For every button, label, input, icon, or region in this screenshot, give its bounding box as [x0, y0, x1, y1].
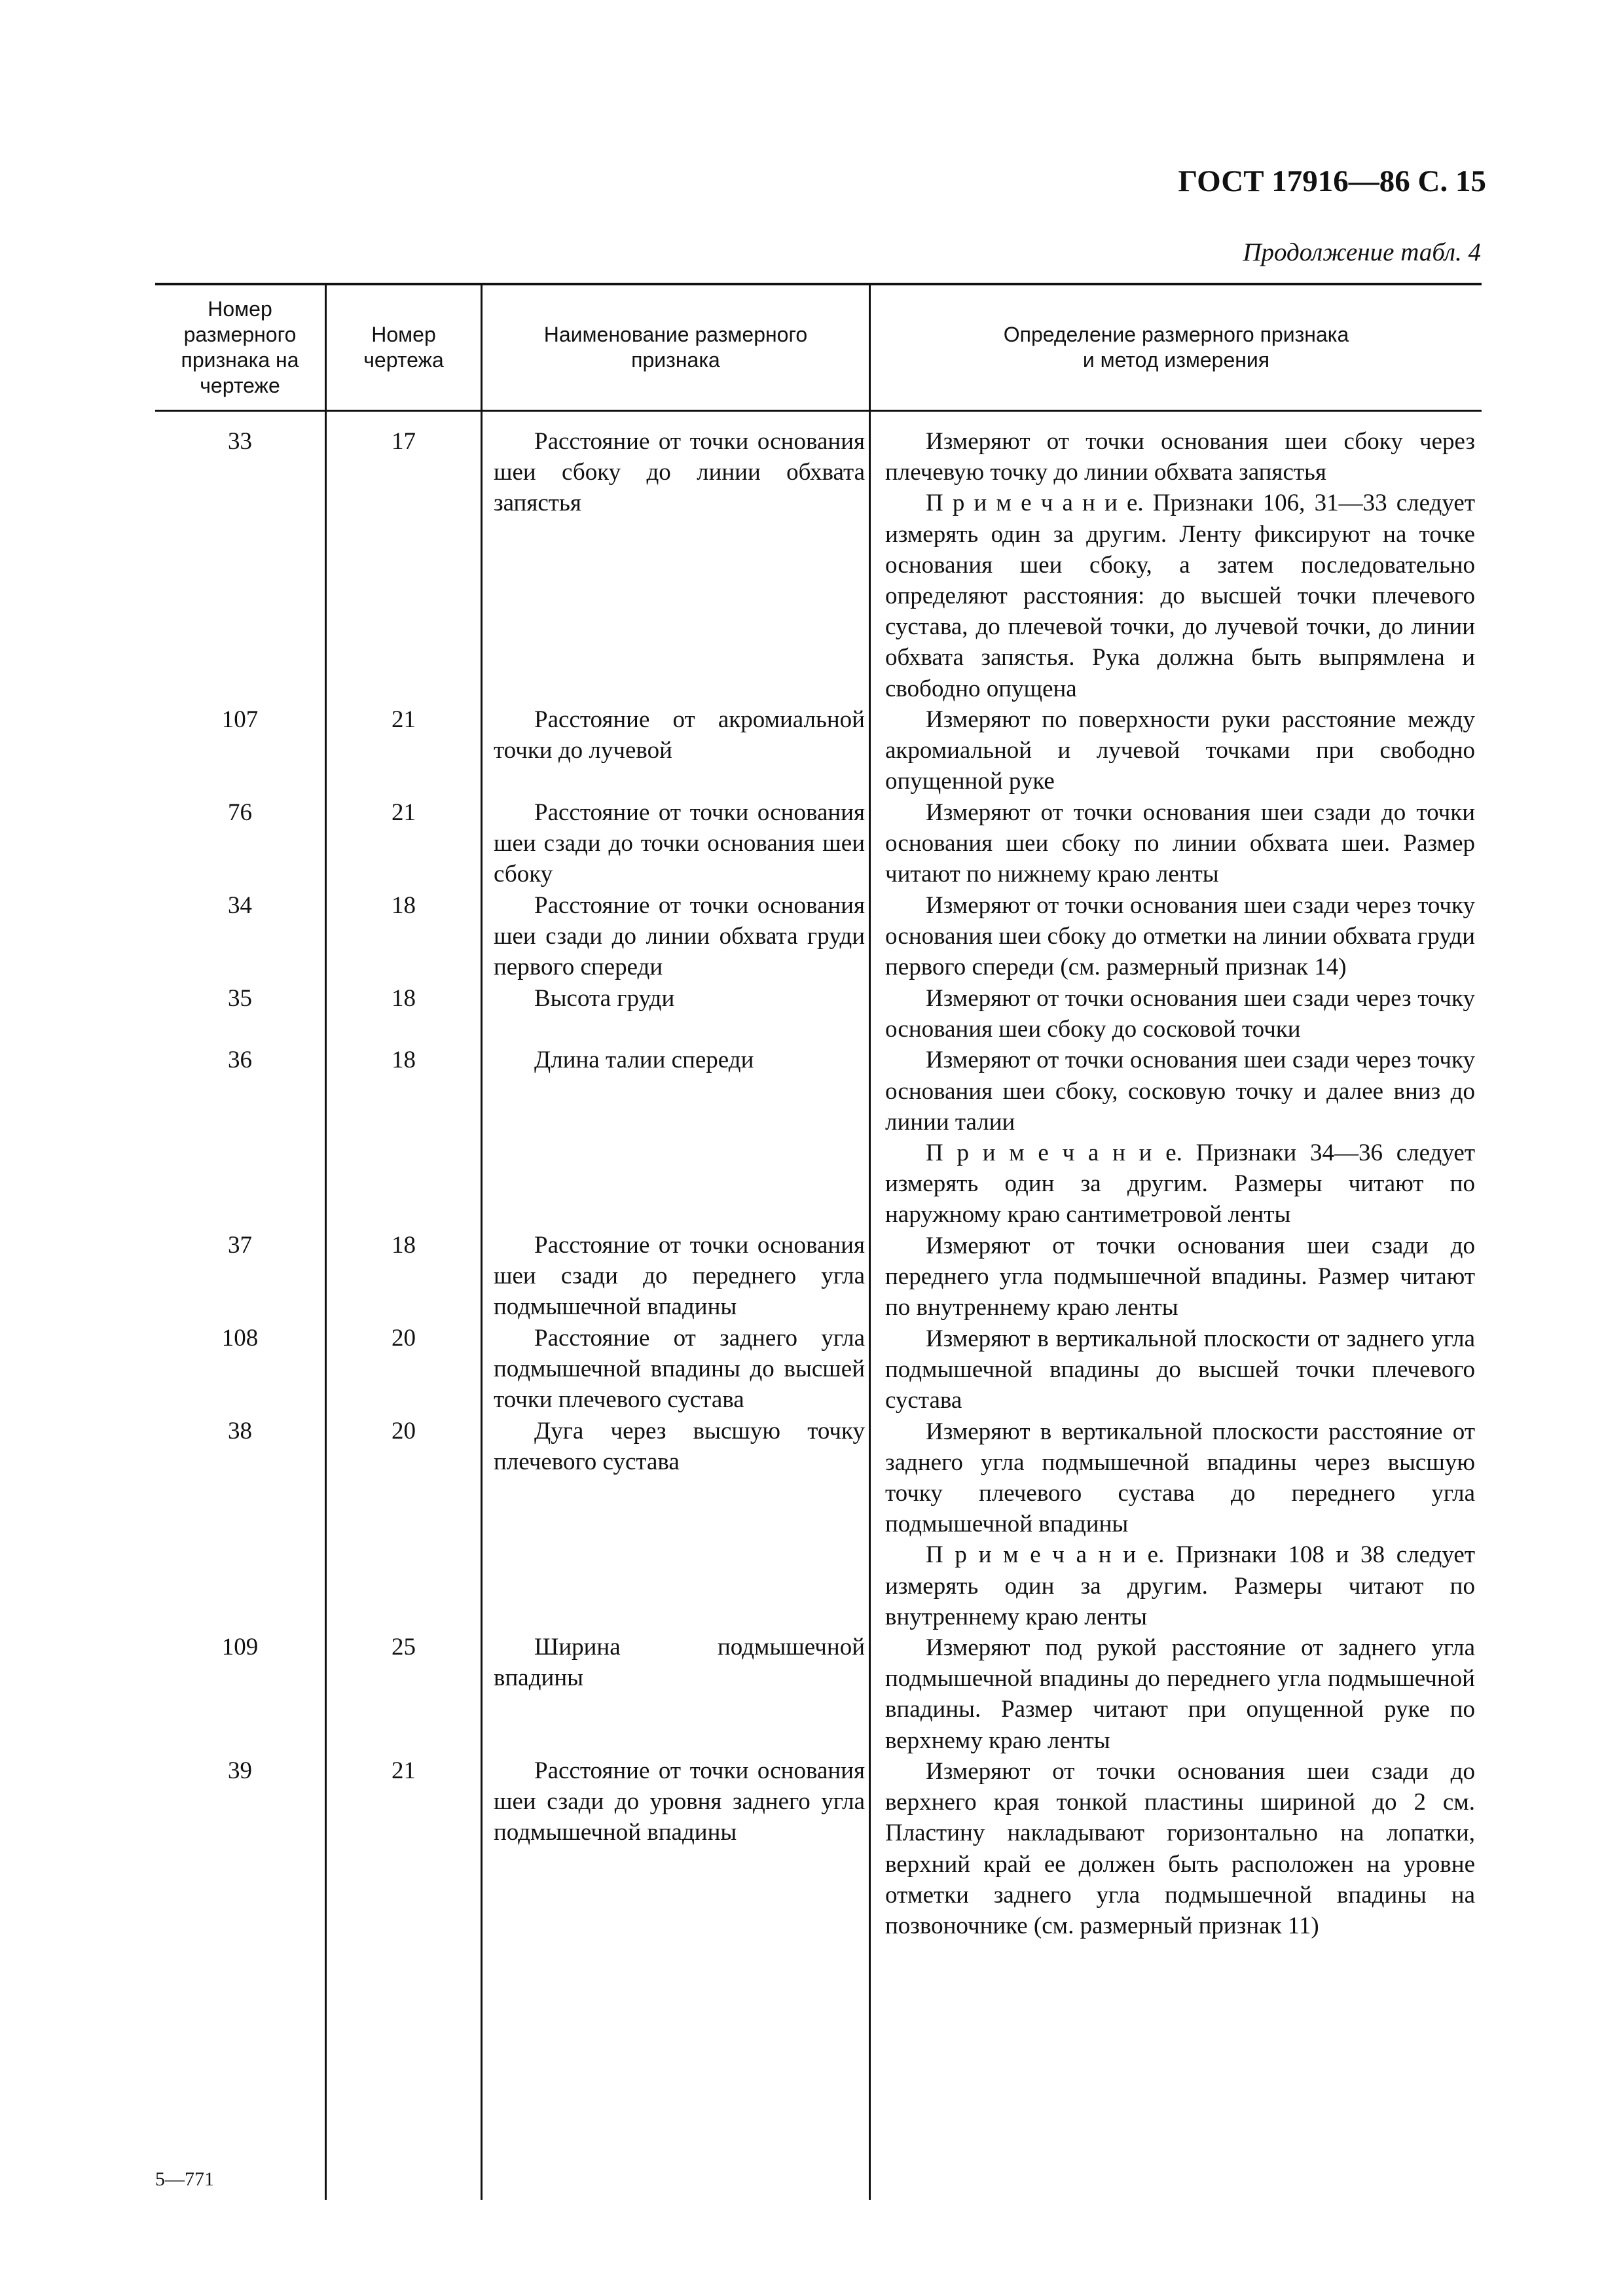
- row-sign-name: Расстояние от точки основания шеи сзади до точки основания шеи сбоку: [494, 799, 865, 888]
- measurement-table: [155, 283, 1482, 2200]
- row-sign-number: 35: [228, 985, 252, 1012]
- row-definition: [885, 1632, 1475, 1756]
- table-header: [155, 285, 1482, 412]
- row-definition: [885, 704, 1475, 797]
- row-sign-name: Ширина подмышечной впадины: [494, 1634, 865, 1692]
- row-sign-number: 109: [221, 1634, 259, 1660]
- header-sign-name: Наименование размерного признака: [481, 285, 869, 410]
- row-sign-number: 107: [221, 706, 259, 733]
- row-definition: [885, 426, 1475, 704]
- definition-paragraph: Измеряют от точки основания шеи сзади до переднего угла подмышечной впадины. Размер читают по внутреннему краю ленты: [885, 1232, 1475, 1321]
- row-sign-name: Расстояние от точки основания шеи сзади до переднего угла подмышечной впадины: [494, 1232, 865, 1321]
- row-sign-number: 36: [228, 1047, 252, 1073]
- row-sign-number: 39: [228, 1757, 252, 1784]
- row-sign-name: Расстояние от акромиальной точки до лучевой: [494, 706, 865, 764]
- table-continuation-label: Продолжение табл. 4: [1243, 238, 1481, 266]
- row-sign-name: Длина талии спереди: [534, 1047, 754, 1073]
- definition-paragraph: П р и м е ч а н и е. Признаки 106, 31—33 следует измерять один за другим. Ленту фиксируют на точке основания шеи сбоку, а затем последовательно определяют расстояния: до высшей точки плечевого сустава, до плечевой точки, до лучевой точки, до линии обхвата запястья. Рука должна быть выпрямлена и свободно опущена: [885, 490, 1475, 702]
- column-sign-names: [481, 412, 869, 2200]
- row-sign-name: Расстояние от точки основания шеи сзади до линии обхвата груди первого спереди: [494, 892, 865, 981]
- row-definition: [885, 1756, 1475, 1941]
- row-drawing-number: 18: [392, 1232, 416, 1259]
- row-sign-name: Высота груди: [534, 985, 675, 1012]
- header-drawing-number: Номер чертежа: [325, 285, 481, 410]
- definition-paragraph: Измеряют от точки основания шеи сзади через точку основания шеи сбоку до сосковой точки: [885, 985, 1475, 1043]
- definition-paragraph: П р и м е ч а н и е. Признаки 108 и 38 следует измерять один за другим. Размеры читают по внутреннему краю ленты: [885, 1541, 1475, 1630]
- definition-paragraph: Измеряют под рукой расстояние от заднего угла подмышечной впадины до переднего угла подмышечной впадины. Размер читают при опущенной руке по верхнему краю ленты: [885, 1634, 1475, 1754]
- definition-paragraph: Измеряют по поверхности руки расстояние между акромиальной и лучевой точками при свободно опущенной руке: [885, 706, 1475, 795]
- footer-code: 5—771: [155, 2168, 214, 2190]
- header-definition: Определение размерного признака и метод измерения: [869, 285, 1482, 410]
- definition-paragraph: Измеряют в вертикальной плоскости расстояние от заднего угла подмышечной впадины через высшую точку плечевого сустава до переднего угла подмышечной впадины: [885, 1418, 1475, 1538]
- page-header: ГОСТ 17916—86 С. 15: [1178, 164, 1486, 198]
- row-sign-name: Расстояние от точки основания шеи сбоку до линии обхвата запястья: [494, 428, 865, 517]
- row-definition: [885, 983, 1475, 1045]
- row-drawing-number: 18: [392, 892, 416, 919]
- row-sign-number: 76: [228, 799, 252, 826]
- definition-paragraph: П р и м е ч а н и е. Признаки 34—36 следует измерять один за другим. Размеры читают по наружному краю сантиметровой ленты: [885, 1139, 1475, 1229]
- row-drawing-number: 17: [392, 428, 416, 455]
- row-drawing-number: 25: [392, 1634, 416, 1660]
- row-definition: [885, 890, 1475, 983]
- row-sign-number: 34: [228, 892, 252, 919]
- definition-paragraph: Измеряют в вертикальной плоскости от заднего угла подмышечной впадины до высшей точки плечевого сустава: [885, 1325, 1475, 1414]
- row-definition: [885, 1416, 1475, 1632]
- row-drawing-number: 21: [392, 1757, 416, 1784]
- header-sign-number: Номер размерного признака на чертеже: [181, 297, 299, 397]
- row-drawing-number: 18: [392, 985, 416, 1012]
- row-drawing-number: 21: [392, 706, 416, 733]
- definition-paragraph: Измеряют от точки основания шеи сзади через точку основания шеи сбоку, сосковую точку и далее вниз до линии талии: [885, 1047, 1475, 1136]
- column-definitions: [869, 412, 1482, 2200]
- column-drawing-numbers: [325, 412, 481, 2200]
- column-sign-numbers: [155, 412, 325, 2200]
- row-sign-name: Расстояние от точки основания шеи сзади до уровня заднего угла подмышечной впадины: [494, 1757, 865, 1846]
- row-drawing-number: 18: [392, 1047, 416, 1073]
- row-definition: [885, 1045, 1475, 1230]
- definition-paragraph: Измеряют от точки основания шеи сзади через точку основания шеи сбоку до отметки на линии обхвата груди первого спереди (см. размерный признак 14): [885, 892, 1475, 981]
- row-sign-number: 33: [228, 428, 252, 455]
- row-drawing-number: 20: [392, 1325, 416, 1352]
- definition-paragraph: Измеряют от точки основания шеи сзади до точки основания шеи сбоку по линии обхвата шеи. Размер читают по нижнему краю ленты: [885, 799, 1475, 888]
- definition-paragraph: Измеряют от точки основания шеи сбоку через плечевую точку до линии обхвата запястья: [885, 428, 1475, 486]
- row-sign-number: 108: [221, 1325, 259, 1352]
- row-definition: [885, 797, 1475, 890]
- table-body: [155, 412, 1482, 2200]
- row-sign-number: 38: [228, 1418, 252, 1444]
- definition-paragraph: Измеряют от точки основания шеи сзади до верхнего края тонкой пластины шириной до 2 см. Пластину накладывают горизонтально на лопатки, верхний край ее должен быть расположен на уровне отметки заднего угла подмышечной впадины на позвоночнике (см. размерный признак 11): [885, 1758, 1475, 1940]
- row-sign-number: 37: [228, 1232, 252, 1259]
- row-drawing-number: 21: [392, 799, 416, 826]
- row-definition: [885, 1323, 1475, 1416]
- row-drawing-number: 20: [392, 1418, 416, 1444]
- row-sign-name: Расстояние от заднего угла подмышечной впадины до высшей точки плечевого сустава: [494, 1325, 865, 1414]
- row-sign-name: Дуга через высшую точку плечевого сустава: [494, 1418, 865, 1476]
- row-definition: [885, 1230, 1475, 1323]
